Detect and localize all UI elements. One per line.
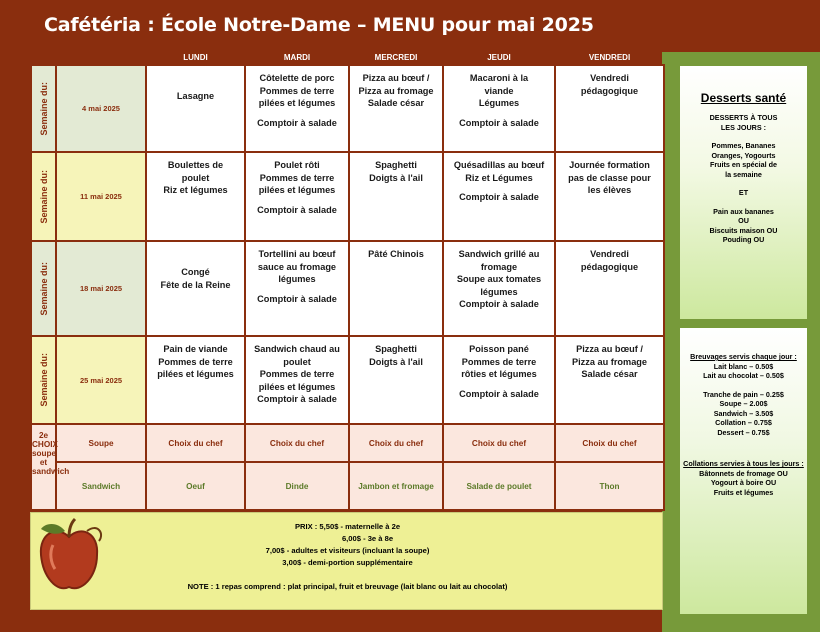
meal-line: Doigts à l'ail xyxy=(369,356,423,367)
meal-line: légumes xyxy=(480,286,518,297)
meal-line: Fête de la Reine xyxy=(160,279,231,290)
breuvages-box xyxy=(680,328,807,614)
side-list-line: Oranges, Yogourts xyxy=(711,150,776,160)
meal-line: Pizza au fromage xyxy=(358,85,434,96)
meal-cell xyxy=(555,65,664,152)
price-note: NOTE : 1 repas comprend : plat principal, fruit et breuvage (lait blanc ou lait au chocolat) xyxy=(187,582,508,591)
side-list-line: DESSERTS À TOUS xyxy=(709,113,778,122)
sandwich-label: Sandwich xyxy=(56,462,146,510)
price-line: 7,00$ - adultes et visiteurs (incluant la soupe) xyxy=(265,546,430,555)
day-header: MERCREDI xyxy=(374,52,418,62)
meal-line: pédagogique xyxy=(580,261,639,272)
meal-cell xyxy=(555,241,664,336)
desserts-list xyxy=(680,113,807,245)
meal-line: Riz et légumes xyxy=(163,185,228,195)
sandwich-cell: Dinde xyxy=(245,462,349,510)
meal-line xyxy=(246,197,348,204)
meal-cell xyxy=(146,152,245,241)
side-list-line: Pain aux bananes xyxy=(713,206,774,216)
meal-line: Lasagne xyxy=(176,91,215,101)
meal-cell xyxy=(555,152,664,241)
meal-line: Côtelette de porc xyxy=(259,73,335,83)
meal-cell xyxy=(146,336,245,424)
day-header: JEUDI xyxy=(487,52,511,62)
meal-line: fromage xyxy=(480,261,518,272)
day-header: LUNDI xyxy=(183,52,208,62)
side-list-line: Yogourt à boire OU xyxy=(710,478,777,487)
meal-line: pilées et légumes xyxy=(258,381,336,392)
meal-line xyxy=(444,381,554,388)
meal-line: les élèves xyxy=(587,185,632,195)
meal-line xyxy=(444,110,554,117)
side-list-line xyxy=(680,381,807,390)
side-list-line: Pouding OU xyxy=(722,235,765,244)
meal-cell xyxy=(245,241,349,336)
meal-line: Comptoir à salade xyxy=(459,192,539,202)
sandwich-cell: Salade de poulet xyxy=(443,462,555,510)
meal-line: Pommes de terre xyxy=(259,172,335,183)
side-list-line: Pommes, Bananes xyxy=(711,141,776,150)
side-list-line: Soupe – 2.00$ xyxy=(719,399,768,408)
meal-line xyxy=(246,286,348,293)
meal-line: Comptoir à salade xyxy=(459,388,539,399)
price-box xyxy=(30,512,663,610)
second-choice-label: 2e CHOIX soupe et sandwich xyxy=(31,424,56,510)
side-list-line: Fruits en spécial de xyxy=(709,160,778,169)
meal-line: légumes xyxy=(278,274,316,284)
soupe-cell: Choix du chef xyxy=(349,424,443,462)
meal-line: Pommes de terre xyxy=(158,356,233,367)
meal-line: Comptoir à salade xyxy=(257,204,337,215)
meal-line: sauce au fromage xyxy=(257,261,337,272)
side-list-line xyxy=(680,132,807,141)
meal-line: viande xyxy=(484,85,514,96)
day-header: MARDI xyxy=(283,52,311,62)
side-list-line: Bâtonnets de fromage OU xyxy=(699,468,788,478)
meal-line: Poulet rôti xyxy=(274,160,320,170)
meal-cell xyxy=(245,152,349,241)
meal-line: Journée formation xyxy=(569,160,650,170)
meal-cell xyxy=(146,65,245,152)
week-label: Semaine du: xyxy=(31,241,56,336)
meal-line: Spaghetti xyxy=(375,160,417,170)
week-label: Semaine du: xyxy=(31,65,56,152)
meal-cell xyxy=(245,336,349,424)
meal-line: Vendredi xyxy=(590,249,629,259)
day-header: VENDREDI xyxy=(588,52,631,62)
meal-cell xyxy=(349,152,443,241)
meal-line: Pizza au fromage xyxy=(571,356,648,367)
meal-line: Pizza au bœuf / xyxy=(576,344,643,354)
meal-line: pilées et légumes xyxy=(258,98,336,108)
meal-line: Pommes de terre xyxy=(461,356,537,367)
meal-line: Tortellini au bœuf xyxy=(258,249,336,259)
meal-line: Sandwich grillé au xyxy=(458,249,540,259)
price-line: 3,00$ - demi-portion supplémentaire xyxy=(282,558,413,567)
meal-line: Macaroni à la xyxy=(469,73,529,83)
soupe-label: Soupe xyxy=(56,424,146,462)
meal-line: rôties et légumes xyxy=(461,369,537,379)
soupe-cell: Choix du chef xyxy=(443,424,555,462)
meal-line: Poisson pané xyxy=(469,344,529,354)
meal-line: Spaghetti xyxy=(375,344,417,354)
collations-list xyxy=(680,469,807,498)
meal-line: Sandwich chaud au xyxy=(254,344,340,354)
week-date: 4 mai 2025 xyxy=(56,65,146,152)
side-list-line: Lait au chocolat – 0.50$ xyxy=(703,371,784,380)
sandwich-cell: Jambon et fromage xyxy=(349,462,443,510)
side-list-line: Dessert – 0.75$ xyxy=(717,427,770,437)
meal-line: Boulettes de xyxy=(167,160,224,170)
meal-line: Doigts à l'ail xyxy=(369,172,423,183)
meal-line: Vendredi xyxy=(590,73,629,83)
meal-cell xyxy=(349,65,443,152)
side-list-line: OU xyxy=(738,216,749,225)
side-list-line: Lait blanc – 0.50$ xyxy=(713,361,774,371)
soupe-cell: Choix du chef xyxy=(245,424,349,462)
meal-line: Comptoir à salade xyxy=(459,299,539,309)
meal-line xyxy=(246,110,348,117)
desserts-box xyxy=(680,66,807,319)
side-list-line: Tranche de pain – 0.25$ xyxy=(703,389,784,399)
meal-line: Salade césar xyxy=(367,98,425,108)
meal-line: Pommes de terre xyxy=(259,85,335,96)
meal-line: Salade césar xyxy=(581,369,638,379)
meal-cell xyxy=(349,241,443,336)
meal-line: Soupe aux tomates xyxy=(456,274,542,284)
meal-line xyxy=(444,184,554,191)
side-list-line: ET xyxy=(738,188,749,197)
sandwich-cell: Thon xyxy=(555,462,664,510)
side-list-line: la semaine xyxy=(725,169,762,179)
meal-line: Légumes xyxy=(478,98,520,108)
meal-cell xyxy=(146,241,245,336)
meal-line: Pâté Chinois xyxy=(368,249,424,259)
meal-line: pilées et légumes xyxy=(258,185,336,195)
page-title: Cafétéria : École Notre-Dame – MENU pour mai 2025 xyxy=(44,14,594,36)
meal-cell xyxy=(349,336,443,424)
meal-line: Quésadillas au bœuf xyxy=(453,160,545,170)
week-label: Semaine du: xyxy=(31,152,56,241)
side-list-line xyxy=(680,179,807,188)
desserts-title: Desserts santé xyxy=(700,91,787,105)
meal-line: Comptoir à salade xyxy=(257,394,337,404)
meal-line: Pommes de terre xyxy=(259,369,335,379)
side-list-line: LES JOURS : xyxy=(720,122,767,132)
meal-line: Pizza au bœuf / xyxy=(362,73,430,83)
side-list-line: Fruits et légumes xyxy=(713,487,774,497)
meal-cell xyxy=(443,152,555,241)
price-line: 6,00$ - 3e à 8e xyxy=(341,534,394,543)
meal-line: Riz et Légumes xyxy=(465,172,533,183)
meal-line: Pain de viande xyxy=(163,344,228,354)
meal-cell xyxy=(443,336,555,424)
price-line: PRIX : 5,50$ - maternelle à 2e xyxy=(294,522,401,531)
breuvages-title: Breuvages servis chaque jour : xyxy=(690,352,797,361)
soupe-cell: Choix du chef xyxy=(146,424,245,462)
collations-title: Collations servies à tous les jours : xyxy=(683,459,804,468)
meal-cell xyxy=(555,336,664,424)
meal-line: Congé xyxy=(181,267,210,277)
meal-line: Comptoir à salade xyxy=(257,293,337,304)
meal-cell xyxy=(443,65,555,152)
meal-cell xyxy=(443,241,555,336)
side-list-line xyxy=(680,198,807,207)
sandwich-cell: Oeuf xyxy=(146,462,245,510)
week-date: 18 mai 2025 xyxy=(56,241,146,336)
meal-line: poulet xyxy=(181,172,210,183)
meal-cell xyxy=(245,65,349,152)
meal-line: pilées et légumes xyxy=(157,369,234,379)
meal-line: pédagogique xyxy=(580,85,639,96)
meal-line: poulet xyxy=(283,356,311,367)
meal-line: Comptoir à salade xyxy=(459,117,539,128)
week-date: 25 mai 2025 xyxy=(56,336,146,424)
meal-line: Comptoir à salade xyxy=(257,117,337,128)
week-date: 11 mai 2025 xyxy=(56,152,146,241)
soupe-cell: Choix du chef xyxy=(555,424,664,462)
side-list-line: Collation – 0.75$ xyxy=(715,418,772,427)
week-label: Semaine du: xyxy=(31,336,56,424)
meal-line: pas de classe pour xyxy=(568,172,651,183)
side-list-line: Biscuits maison OU xyxy=(709,225,778,235)
side-list-line: Sandwich – 3.50$ xyxy=(713,408,774,418)
breuvages-list xyxy=(680,362,807,438)
